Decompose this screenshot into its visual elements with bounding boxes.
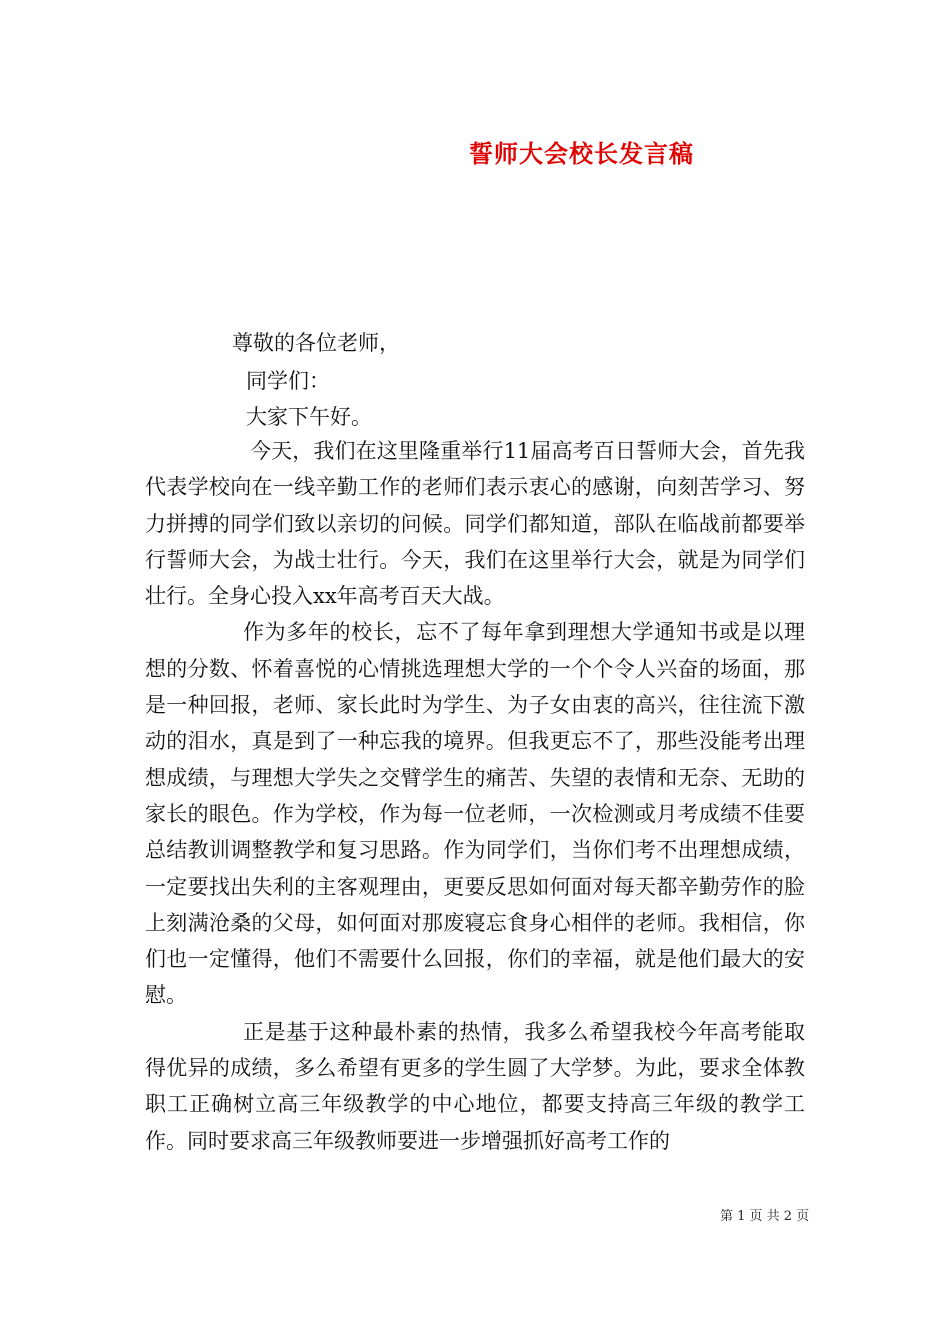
salutation-teachers: 尊敬的各位老师， — [232, 331, 400, 355]
paragraph-3: 正是基于这种最朴素的热情，我多么希望我校今年高考能取得优异的成绩，多么希望有更多的学生圆了大学梦。为此，要求全体教职工正确树立高三年级教学的中心地位，都要支持高三年级的教学工作。同时要求高三年级教师要进一步增强抓好高考工作的 — [145, 1019, 805, 1153]
paragraph-2: 作为多年的校长，忘不了每年拿到理想大学通知书或是以理想的分数、怀着喜悦的心情挑选理想大学的一个个令人兴奋的场面，那是一种回报，老师、家长此时为学生、为子女由衷的高兴，往往流下激动的泪水，真是到了一种忘我的境界。但我更忘不了，那些没能考出理想成绩，与理想大学失之交臂学生的痛苦、失望的表情和无奈、无助的家长的眼色。作为学校，作为每一位老师，一次检测或月考成绩不佳要总结教训调整教学和复习思路。作为同学们，当你们考不出理想成绩，一定要找出失利的主客观理由，更要反思如何面对每天都辛勤劳作的脸上刻满沧桑的父母，如何面对那废寝忘食身心相伴的老师。我相信，你们也一定懂得，他们不需要什么回报，你们的幸福，就是他们最大的安慰。 — [145, 620, 805, 1008]
paragraph-1: 今天，我们在这里隆重举行11届高考百日誓师大会，首先我代表学校向在一线辛勤工作的老师们表示衷心的感谢，向刻苦学习、努力拼搏的同学们致以亲切的问候。同学们都知道，部队在临战前都要举行誓师大会，为战士壮行。今天，我们在这里举行大会，就是为同学们壮行。全身心投入xx年高考百天大战。 — [145, 439, 805, 609]
page-number: 第 1 页 共 2 页 — [720, 1209, 810, 1224]
salutation-students: 同学们： — [246, 369, 330, 393]
greeting: 大家下午好。 — [246, 405, 372, 429]
document-title: 誓师大会校长发言稿 — [469, 139, 694, 168]
speech-body — [145, 433, 805, 1159]
